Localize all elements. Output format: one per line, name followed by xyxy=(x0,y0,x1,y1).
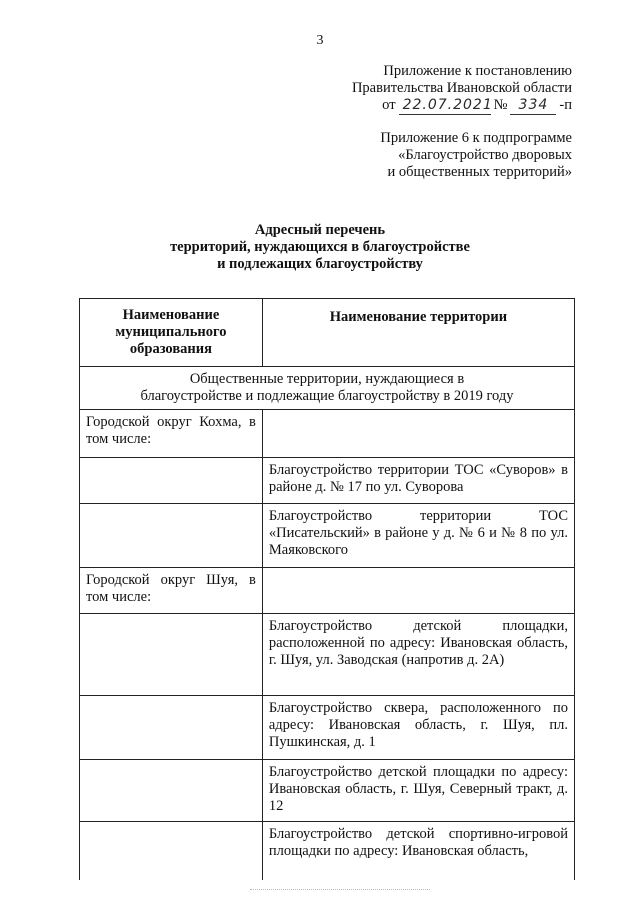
decree-reference xyxy=(382,97,572,115)
table-row xyxy=(80,458,575,504)
municipality-cell xyxy=(80,614,263,696)
attachment-block xyxy=(352,63,572,115)
subprogram-block xyxy=(380,130,572,181)
territory-cell: Благоустройство детской площадки, расположенной по адресу: Ивановская область, г. Шуя, ул. Заводская (напротив д. 2А) xyxy=(262,614,574,696)
section-row xyxy=(80,367,575,410)
municipality-cell xyxy=(80,504,263,568)
from-label: от xyxy=(382,97,396,113)
subprogram-line-1: Приложение 6 к подпрограмме xyxy=(380,130,572,146)
table-row xyxy=(80,504,575,568)
table-row xyxy=(80,760,575,822)
territory-cell: Благоустройство детской спортивно-игровой площадки по адресу: Ивановская область, xyxy=(262,822,574,892)
territory-cell xyxy=(262,410,574,458)
subprogram-line-3: и общественных территорий» xyxy=(387,164,572,180)
title-line-1: Адресный перечень xyxy=(254,222,386,238)
header-territory: Наименование территории xyxy=(262,299,574,367)
table-header-row xyxy=(80,299,575,367)
number-suffix: -п xyxy=(559,97,572,113)
municipality-cell xyxy=(80,458,263,504)
decree-date: 22.07.2021 xyxy=(399,97,491,115)
table-row xyxy=(80,568,575,614)
title-line-2: территорий, нуждающихся в благоустройстве xyxy=(170,239,470,255)
municipality-cell xyxy=(80,760,263,822)
document-title xyxy=(0,222,640,273)
attachment-line-1: Приложение к постановлению xyxy=(383,63,572,79)
table-row xyxy=(80,410,575,458)
municipality-cell xyxy=(80,696,263,760)
section-title: Общественные территории, нуждающиеся в благоустройстве и подлежащие благоустройству в 2019 году xyxy=(80,367,575,410)
table-row xyxy=(80,614,575,696)
subprogram-line-2: «Благоустройство дворовых xyxy=(398,147,572,163)
municipality-cell: Городской округ Шуя, в том числе: xyxy=(80,568,263,614)
territory-cell xyxy=(262,568,574,614)
decree-number: 334 xyxy=(510,97,556,115)
scan-artifact xyxy=(250,889,430,894)
territory-cell: Благоустройство территории ТОС «Суворов» в районе д. № 17 по ул. Суворова xyxy=(262,458,574,504)
territory-cell: Благоустройство детской площадки по адресу: Ивановская область, г. Шуя, Северный тракт, д. 12 xyxy=(262,760,574,822)
page-number: 3 xyxy=(316,33,324,48)
territory-cell: Благоустройство сквера, расположенного по адресу: Ивановская область, г. Шуя, пл. Пушкинская, д. 1 xyxy=(262,696,574,760)
address-table xyxy=(79,298,575,892)
municipality-cell: Городской округ Кохма, в том числе: xyxy=(80,410,263,458)
title-line-3: и подлежащих благоустройству xyxy=(217,256,423,272)
number-label: № xyxy=(493,97,508,113)
attachment-line-2: Правительства Ивановской области xyxy=(351,80,572,96)
territory-cell: Благоустройство территории ТОС «Писательский» в районе у д. № 6 и № 8 по ул. Маяковского xyxy=(262,504,574,568)
table-row xyxy=(80,696,575,760)
header-municipality: Наименование муниципального образования xyxy=(80,299,263,367)
